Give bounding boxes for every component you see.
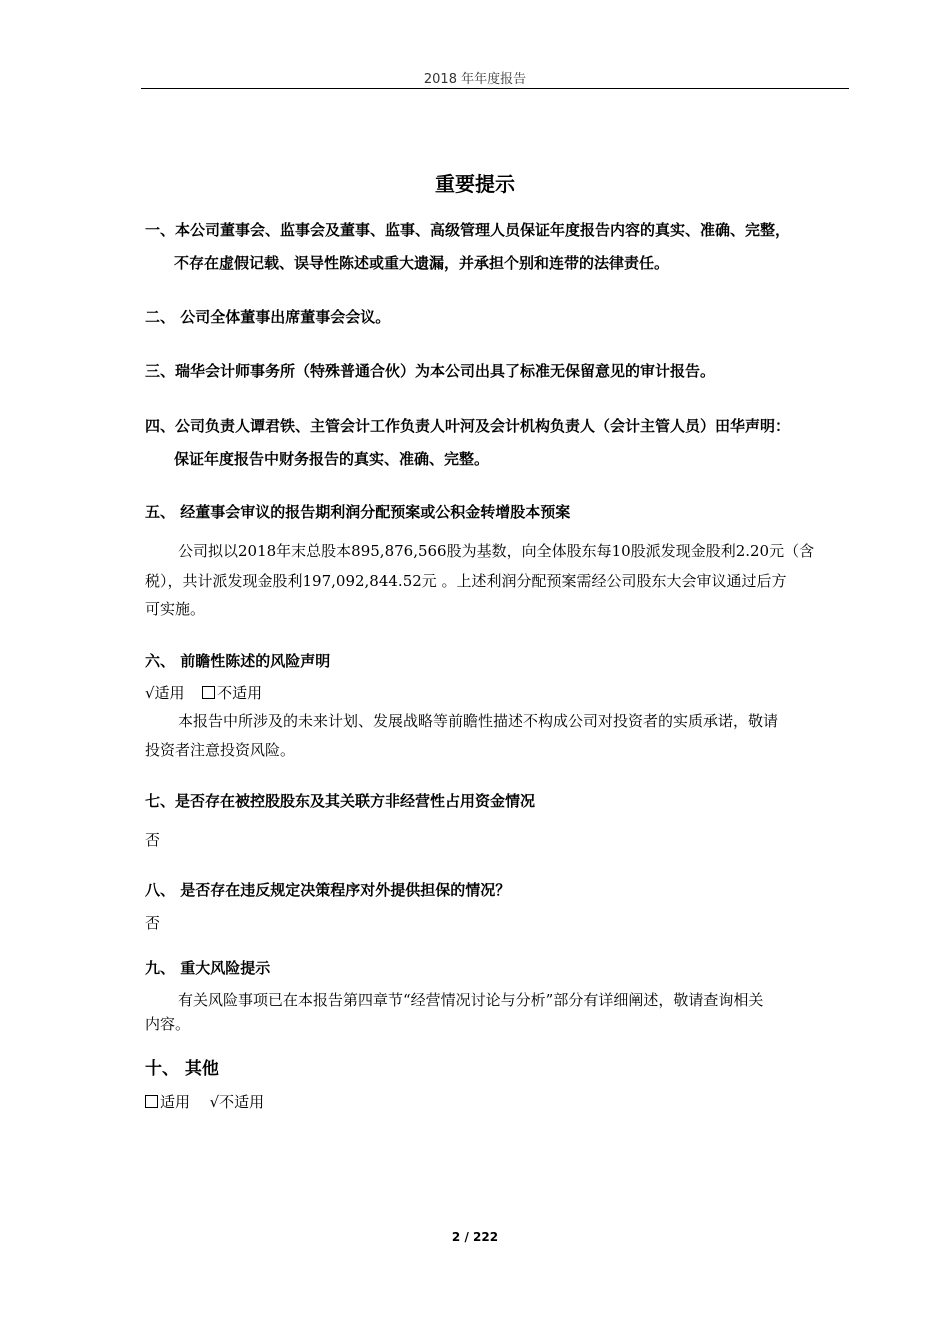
section-9-paragraph-line-1: 有关风险事项已在本报告第四章节“经营情况讨论与分析”部分有详细阐述，敬请查询相关 [178, 991, 764, 1009]
section-8-answer: 否 [145, 914, 161, 932]
section-6-not-applicable: 不适用 [217, 684, 263, 702]
section-9-paragraph-line-2: 内容。 [145, 1015, 191, 1033]
section-8-heading: 八、 是否存在违反规定决策程序对外提供担保的情况？ [145, 881, 511, 899]
section-5-paragraph-line-3: 可实施。 [145, 600, 206, 618]
section-1-line-1: 一、本公司董事会、监事会及董事、监事、高级管理人员保证年度报告内容的真实、准确、完整， [145, 221, 791, 239]
section-4-line-2: 保证年度报告中财务报告的真实、准确、完整。 [174, 450, 490, 468]
section-7-answer: 否 [145, 831, 161, 849]
section-6-paragraph-line-2: 投资者注意投资风险。 [145, 741, 296, 759]
page-title: 重要提示 [435, 172, 515, 196]
section-6-heading: 六、 前瞻性陈述的风险声明 [145, 652, 331, 670]
section-6-applicable: √适用 [145, 684, 185, 702]
section-10-heading: 十、 其他 [145, 1059, 219, 1079]
section-10-not-applicable: √不适用 [209, 1093, 265, 1111]
section-6-paragraph-line-1: 本报告中所涉及的未来计划、发展战略等前瞻性描述不构成公司对投资者的实质承诺，敬请 [178, 712, 779, 730]
section-5-paragraph-line-2: 税），共计派发现金股利197,092,844.52元 。上述利润分配预案需经公司股东大会审议通过后方 [145, 572, 787, 590]
section-5-heading: 五、 经董事会审议的报告期利润分配预案或公积金转增股本预案 [145, 503, 571, 521]
page-number: 2 / 222 [451, 1230, 499, 1244]
section-10-applicable: 适用 [160, 1093, 191, 1111]
running-header: 2018 年年度报告 [423, 72, 527, 87]
section-4-line-1: 四、公司负责人谭君铁、主管会计工作负责人叶河及会计机构负责人（会计主管人员）田华声明： [145, 417, 791, 435]
section-6-options [145, 682, 262, 703]
section-10-options [145, 1091, 264, 1112]
unchecked-box-icon [202, 686, 215, 699]
section-9-heading: 九、 重大风险提示 [145, 959, 271, 977]
section-7-heading: 七、是否存在被控股股东及其关联方非经营性占用资金情况 [145, 792, 536, 810]
header-rule [141, 88, 849, 89]
section-2: 二、 公司全体董事出席董事会会议。 [145, 308, 391, 326]
section-3: 三、瑞华会计师事务所（特殊普通合伙）为本公司出具了标准无保留意见的审计报告。 [145, 362, 716, 380]
unchecked-box-icon [145, 1095, 158, 1108]
section-5-paragraph-line-1: 公司拟以2018年末总股本895,876,566股为基数，向全体股东每10股派发现金股利2.20元（含 [178, 542, 815, 560]
section-1-line-2: 不存在虚假记载、误导性陈述或重大遗漏，并承担个别和连带的法律责任。 [174, 254, 670, 272]
